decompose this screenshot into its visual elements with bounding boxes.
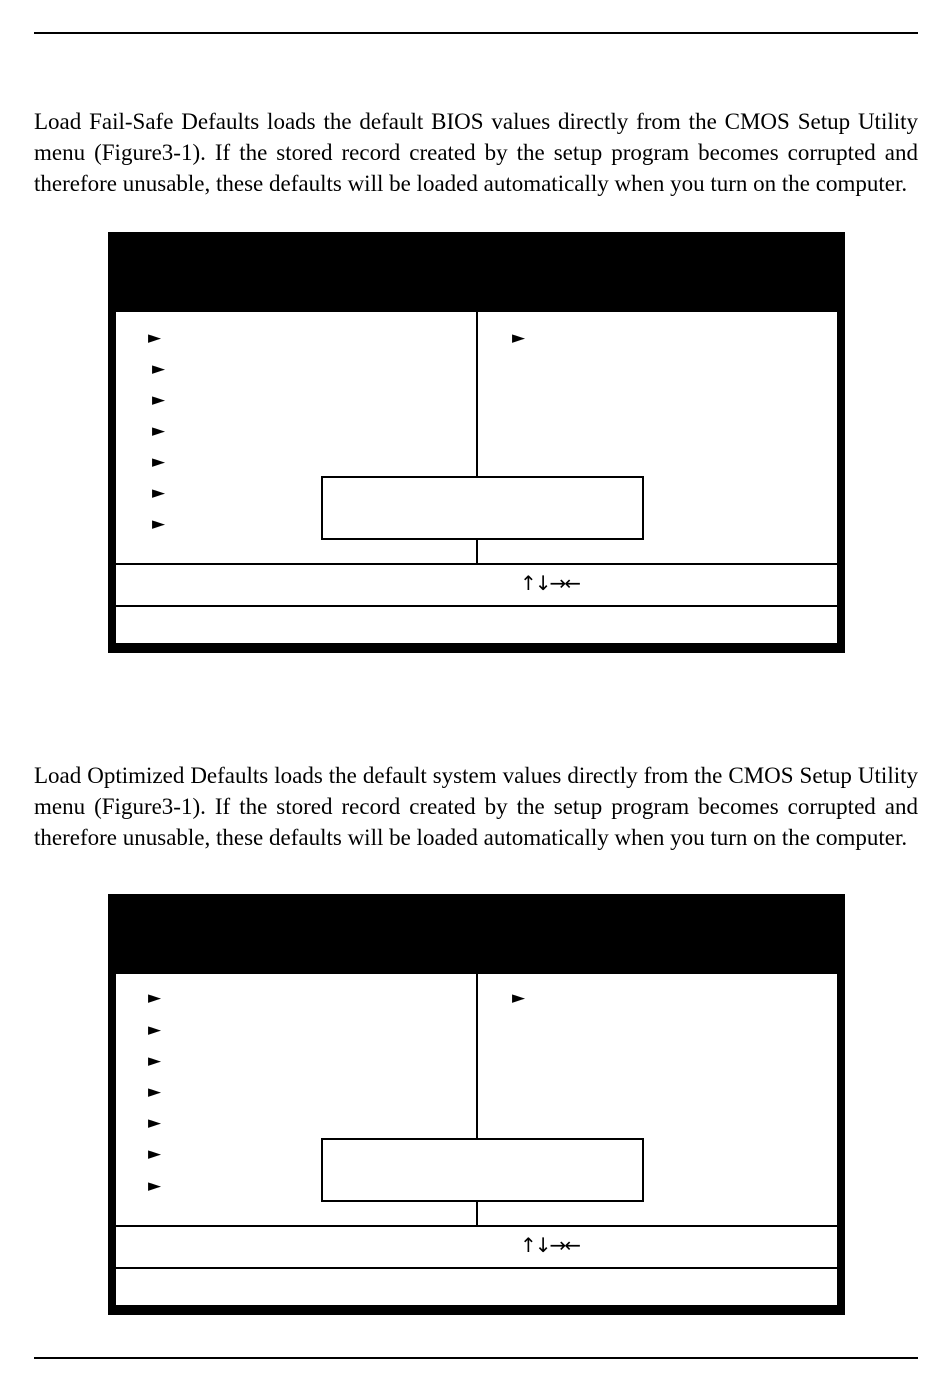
menu-arrow-icon: ► — [152, 452, 166, 472]
menu-arrow-icon: ► — [148, 1144, 162, 1164]
help-divider — [116, 1267, 845, 1269]
confirm-dialog — [321, 476, 644, 540]
confirm-dialog — [321, 1138, 644, 1202]
menu-arrow-icon: ► — [148, 1082, 162, 1102]
optimized-paragraph: Load Optimized Defaults loads the default system values directly from the CMOS Setup Utility menu (Figure3-1). If the stored record created by the setup program becomes corrupted and therefore unusable, these defaults will be loaded automatically when you turn on the computer. — [34, 763, 918, 850]
navigation-keys-hint: ↑↓→← — [520, 1233, 580, 1257]
top-rule — [34, 32, 918, 34]
navigation-keys-hint: ↑↓→← — [520, 571, 580, 595]
status-divider — [116, 1225, 845, 1227]
menu-arrow-icon: ► — [152, 359, 166, 379]
optimized-bios-screen — [108, 894, 845, 1315]
bios-menu-area — [116, 312, 837, 643]
menu-arrow-icon: ► — [148, 988, 162, 1008]
menu-arrow-icon: ► — [152, 514, 166, 534]
help-divider — [116, 605, 845, 607]
menu-arrow-icon: ► — [148, 1051, 162, 1071]
status-divider — [116, 563, 845, 565]
menu-arrow-icon: ► — [512, 328, 526, 348]
menu-arrow-icon: ► — [152, 483, 166, 503]
menu-arrow-icon: ► — [148, 1176, 162, 1196]
menu-arrow-icon: ► — [512, 988, 526, 1008]
bios-menu-area — [116, 974, 837, 1305]
menu-arrow-icon: ► — [148, 1113, 162, 1133]
menu-arrow-icon: ► — [152, 390, 166, 410]
fail-safe-bios-screen — [108, 232, 845, 653]
bios-title-bar — [108, 232, 845, 312]
bios-title-bar — [108, 894, 845, 974]
bottom-rule — [34, 1357, 918, 1359]
menu-arrow-icon: ► — [148, 328, 162, 348]
menu-arrow-icon: ► — [148, 1020, 162, 1040]
fail-safe-paragraph: Load Fail-Safe Defaults loads the default BIOS values directly from the CMOS Setup Utility menu (Figure3-1). If the stored record created by the setup program becomes corrupted and therefore unusable, these defaults will be loaded automatically when you turn on the computer. — [34, 109, 918, 196]
menu-arrow-icon: ► — [152, 421, 166, 441]
